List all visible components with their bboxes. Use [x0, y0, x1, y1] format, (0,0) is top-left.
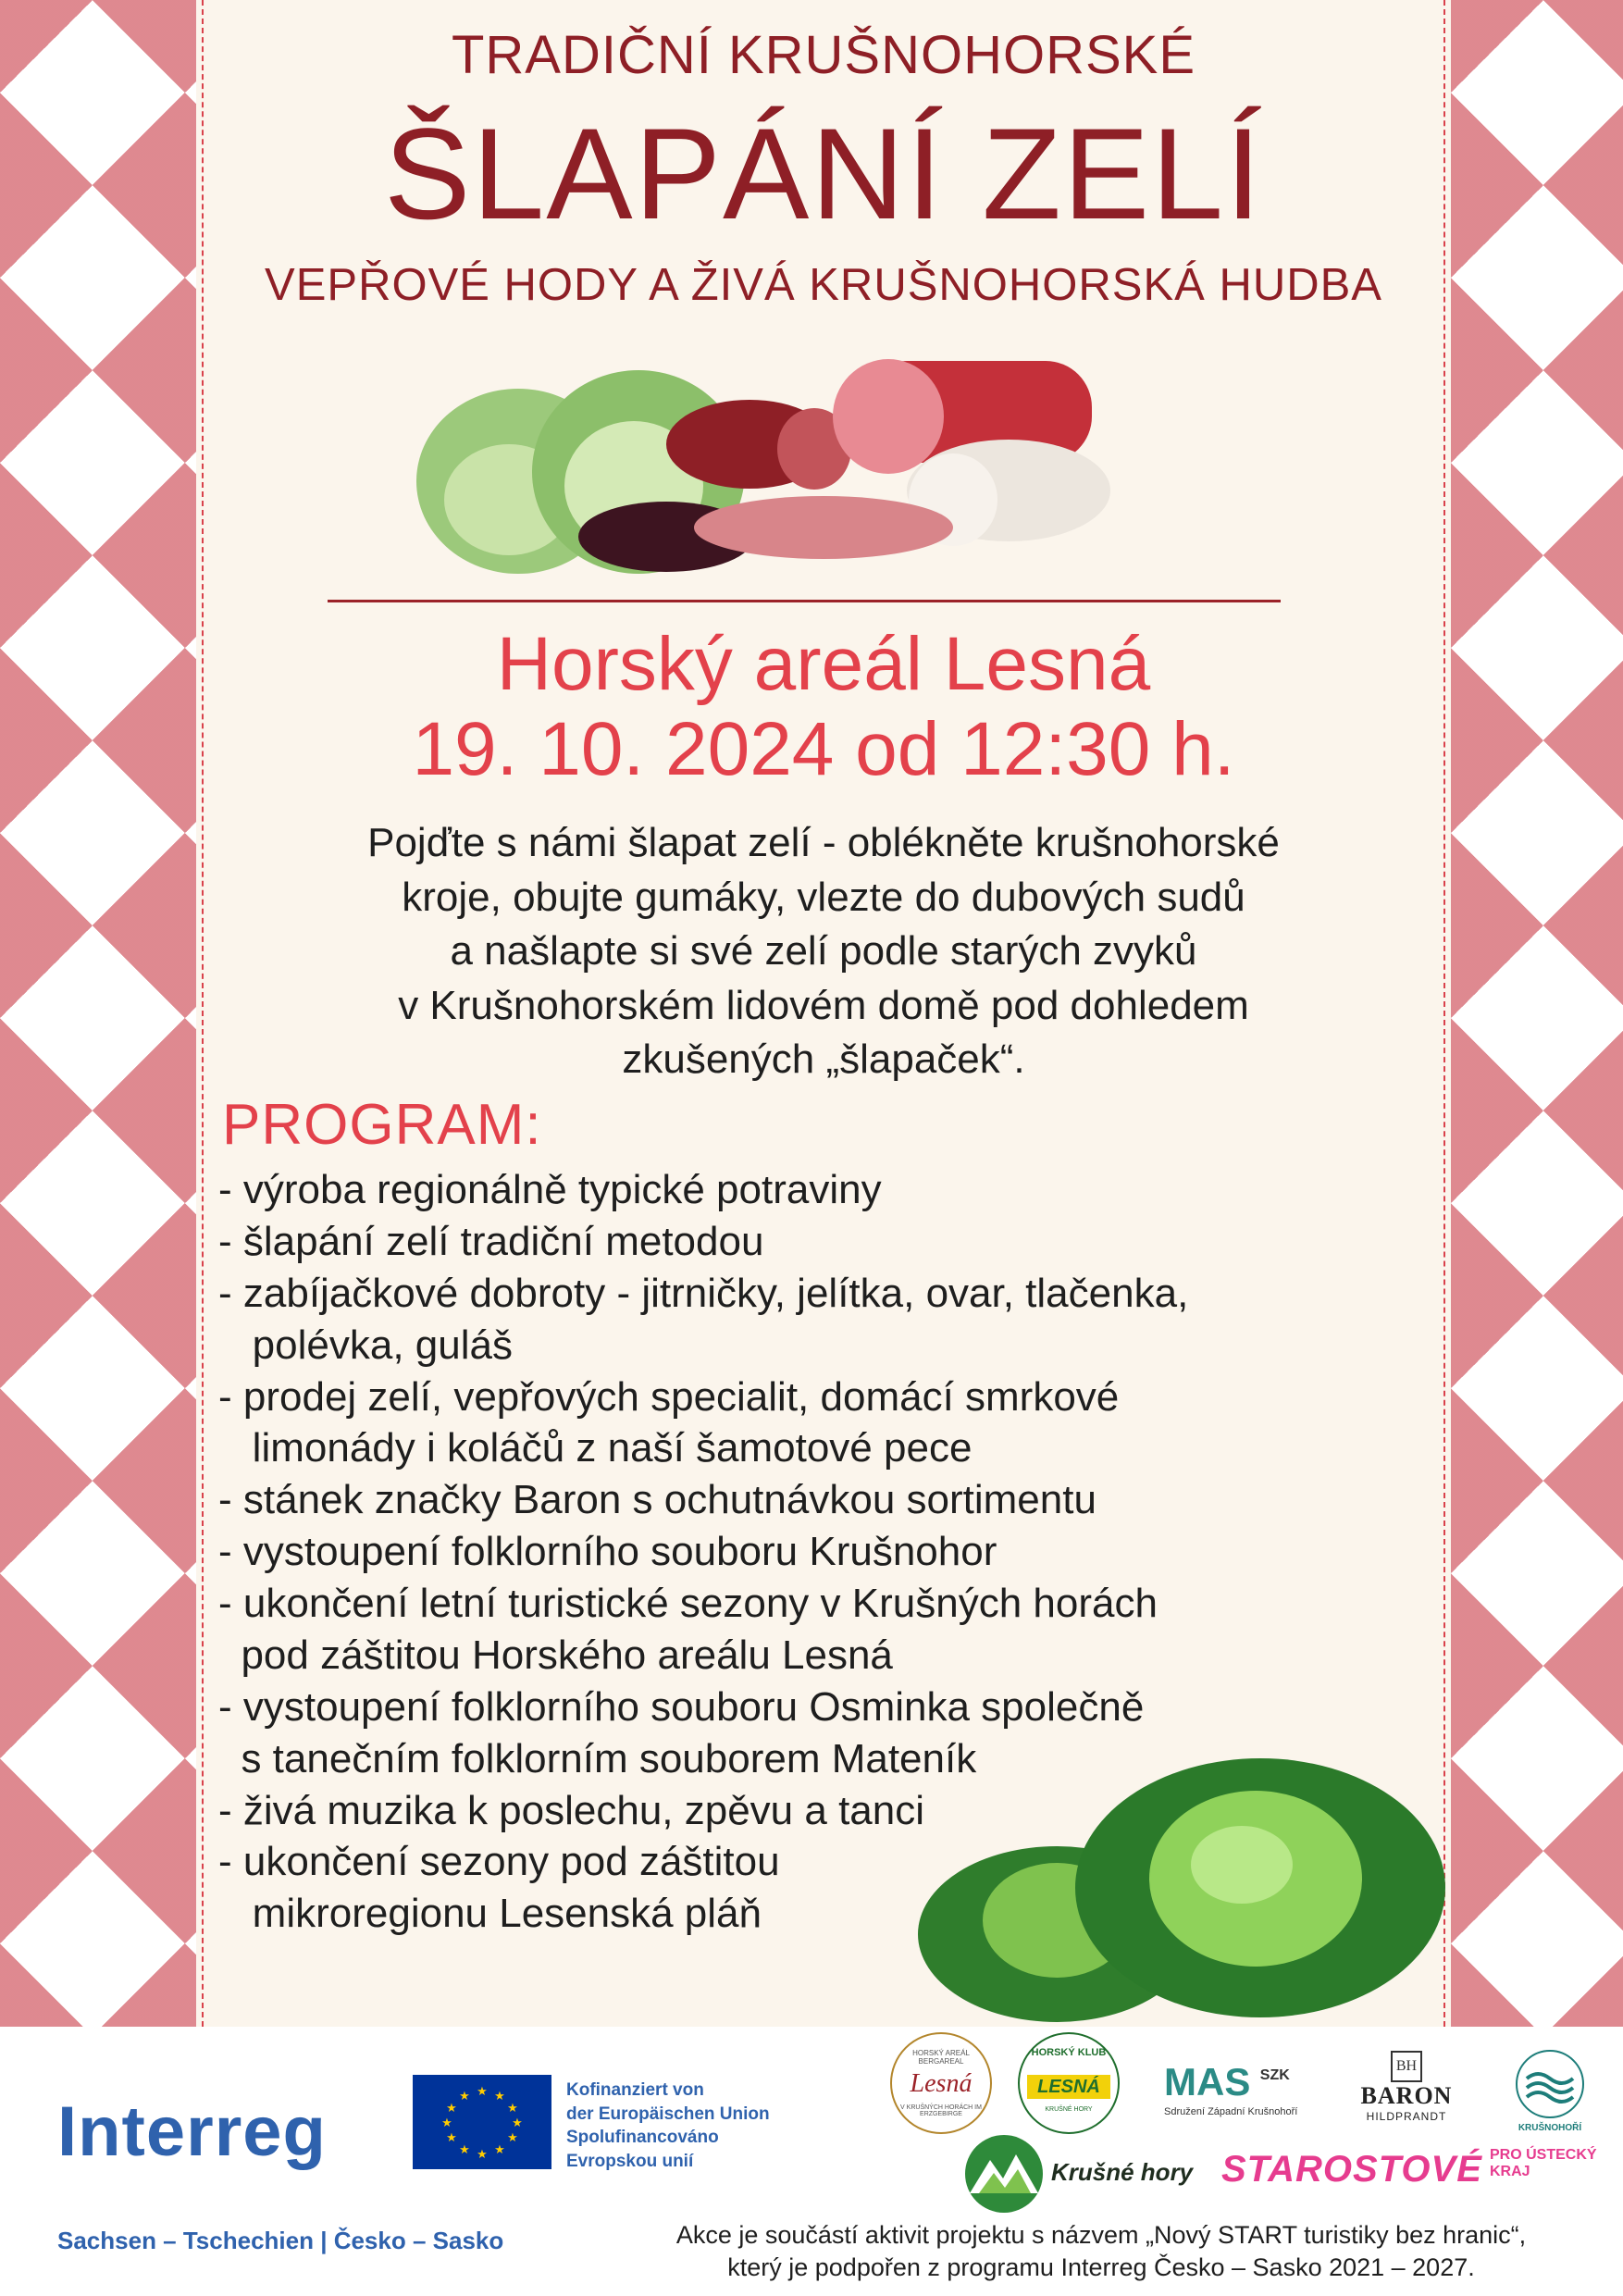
horsky-areal-lesna-logo — [890, 2032, 992, 2134]
baron-logo-name: BARON — [1360, 2082, 1453, 2109]
divider-line — [328, 600, 1281, 602]
mas-logo-name: MAS — [1164, 2060, 1251, 2104]
svg-text:★: ★ — [507, 2131, 518, 2145]
mortadella-cut — [833, 359, 944, 474]
program-item: - vystoupení folklorního souboru Krušnohor — [218, 1529, 997, 1575]
baron-logo-sub: HILDPRANDT — [1366, 2110, 1447, 2123]
invitation-line: Pojďte s námi šlapat zelí - oblékněte krušnohorské — [367, 820, 1280, 865]
event-date: 19. 10. 2024 od 12:30 h. — [412, 707, 1235, 791]
program-item: - zabíjačkové dobroty - jitrničky, jelítka, ovar, tlačenka, — [218, 1270, 1189, 1316]
program-item: - živá muzika k poslechu, zpěvu a tanci — [218, 1787, 925, 1833]
svg-text:★: ★ — [507, 2102, 518, 2116]
cabbage-large-highlight — [1191, 1826, 1293, 1904]
svg-text:★: ★ — [459, 2143, 470, 2157]
baron-hildprandt-logo — [1351, 2051, 1462, 2123]
krusnohori-wave-icon — [1499, 2045, 1601, 2123]
checkered-border-right — [1451, 0, 1623, 2027]
checkered-border-left — [0, 0, 196, 2027]
poster-title: ŠLAPÁNÍ ZELÍ — [384, 101, 1263, 246]
krusnohori-logo — [1499, 2045, 1601, 2147]
starostove-sub-line: PRO ÚSTECKÝ — [1490, 2147, 1597, 2163]
svg-text:★: ★ — [494, 2090, 505, 2104]
svg-text:★: ★ — [512, 2116, 523, 2130]
interreg-subtitle: Sachsen – Tschechien | Česko – Sasko — [57, 2227, 504, 2254]
program-item: limonády i koláčů z naší šamotové pece — [218, 1425, 973, 1471]
starostove-logo-sub — [1490, 2147, 1597, 2179]
mas-logo-sub: Sdružení Západní Krušnohoří — [1164, 2106, 1298, 2117]
poster-subtitle: VEPŘOVÉ HODY A ŽIVÁ KRUŠNOHORSKÁ HUDBA — [265, 260, 1382, 310]
eu-line: Kofinanziert von — [566, 2080, 704, 2100]
krusne-hory-logo-text: Krušné hory — [1051, 2158, 1194, 2186]
project-disclaimer — [592, 2219, 1610, 2284]
starostove-sub-line: KRAJ — [1490, 2163, 1530, 2179]
eu-line: Spolufinancováno — [566, 2128, 719, 2148]
lesna-logo-bottom: V KRUŠNÝCH HORÁCH IM ERZGEBIRGE — [900, 2104, 982, 2117]
eu-cofinancing-text — [566, 2079, 770, 2174]
klub-logo-bottom: KRUŠNÉ HORY — [1045, 2106, 1093, 2113]
sausage-liver — [694, 496, 953, 559]
program-item: - výroba regionálně typické potraviny — [218, 1167, 882, 1212]
event-venue: Horský areál Lesná — [496, 622, 1151, 706]
klub-logo-name: LESNÁ — [1027, 2075, 1110, 2099]
program-item: - šlapání zelí tradiční metodou — [218, 1218, 764, 1264]
svg-text:★: ★ — [494, 2143, 505, 2157]
svg-text:★: ★ — [446, 2102, 457, 2116]
disclaimer-line: Akce je součástí aktivit projektu s názvem „Nový START turistiky bez hranic“, — [675, 2221, 1527, 2249]
interreg-logo: Interreg — [57, 2092, 327, 2171]
mas-logo-szk: SZK — [1259, 2067, 1290, 2083]
krusnohori-logo-text: KRUŠNOHOŘÍ — [1518, 2123, 1582, 2133]
invitation-line: zkušených „šlapaček“. — [622, 1036, 1025, 1083]
program-item: mikroregionu Lesenská pláň — [218, 1891, 762, 1937]
svg-text:★: ★ — [477, 2085, 488, 2099]
invitation-text — [196, 816, 1451, 1087]
baron-logo-mark: BH — [1391, 2051, 1422, 2082]
svg-text:★: ★ — [446, 2131, 457, 2145]
starostove-logo: STAROSTOVÉ — [1221, 2149, 1482, 2190]
mas-szk-logo — [1164, 2060, 1297, 2117]
eu-line: der Europäischen Union — [566, 2104, 770, 2124]
program-item: - stánek značky Baron s ochutnávkou sortimentu — [218, 1477, 1096, 1523]
invitation-line: a našlapte si své zelí podle starých zvyků — [450, 928, 1197, 974]
svg-text:★: ★ — [477, 2148, 488, 2162]
klub-logo-top: HORSKÝ KLUB — [1031, 2047, 1107, 2058]
horsky-klub-lesna-logo — [1018, 2032, 1120, 2134]
invitation-line: kroje, obujte gumáky, vlezte do dubových sudů — [402, 874, 1245, 920]
program-item: - ukončení sezony pod záštitou — [218, 1839, 780, 1885]
program-item: - prodej zelí, vepřových specialit, domácí smrkové — [218, 1373, 1120, 1420]
program-item: polévka, guláš — [218, 1322, 513, 1368]
program-item: - ukončení letní turistické sezony v Krušných horách — [218, 1581, 1158, 1626]
program-title: PROGRAM: — [222, 1093, 542, 1157]
lesna-logo-top: HORSKÝ AREÁL BERGAREAL — [912, 2049, 970, 2066]
green-cabbages-illustration — [899, 1749, 1455, 2027]
svg-text:★: ★ — [441, 2116, 452, 2130]
invitation-line: v Krušnohorském lidovém domě pod dohledem — [398, 982, 1249, 1028]
krusne-hory-mountains-icon — [962, 2132, 1046, 2215]
program-item: pod záštitou Horského areálu Lesná — [218, 1632, 893, 1678]
program-item: s tanečním folklorním souborem Mateník — [218, 1735, 977, 1781]
disclaimer-line: který je podpořen z programu Interreg Česko – Sasko 2021 – 2027. — [727, 2253, 1475, 2282]
program-item: - vystoupení folklorního souboru Osminka společně — [218, 1683, 1145, 1730]
svg-text:★: ★ — [459, 2090, 470, 2104]
cabbage-and-sausages-illustration — [407, 342, 1240, 583]
eu-flag-icon — [413, 2075, 551, 2169]
header-kicker: TRADIČNÍ KRUŠNOHORSKÉ — [451, 25, 1196, 85]
eu-line: Evropskou unií — [566, 2151, 694, 2171]
lesna-logo-name: Lesná — [910, 2069, 973, 2098]
